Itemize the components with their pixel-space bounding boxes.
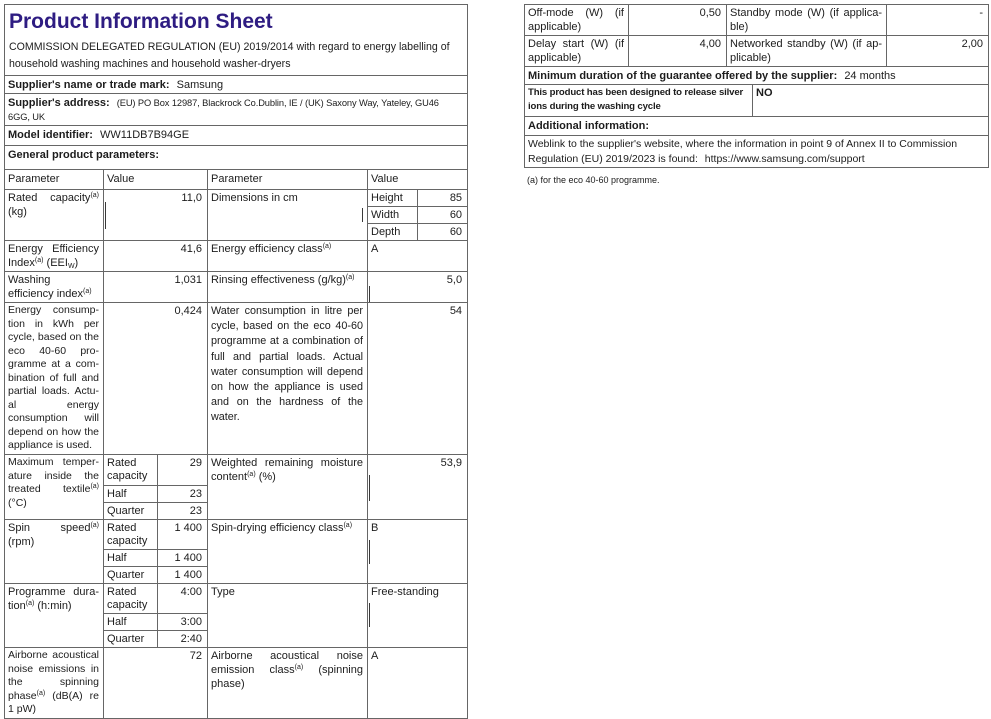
duration-rated-value: 4:00 [158,584,208,614]
dim-height-label: Height [368,190,418,207]
weblink-url: https://www.samsung.com/support [704,152,865,165]
value-noise-emissions: 72 [104,648,208,719]
weblink-label: Weblink to the supplier's website, where the information in point 9 of Annex II to Commission Regulation (EU) 2019/2023 is found: [528,138,958,165]
guarantee-value: 24 months [844,70,896,82]
row-energy-consumption [5,303,468,455]
supplier-name-label: Supplier's name or trade mark: [8,79,170,91]
param-washing-index: Washing efficiency index$^{(a)}$ [5,272,104,303]
row-guarantee [525,67,989,85]
spin-quarter-label: Quarter [104,567,158,584]
regulation-text: COMMISSION DELEGATED REGULATION (EU) 2019/2014 with regard to energy labelling of household washing machines and household washer-dryers [9,41,450,70]
weblink-cell [525,136,989,168]
max-temp-half-label: Half [104,486,158,503]
border-artifact [369,603,370,627]
row-spin-speed [5,520,468,550]
supplier-address-label: Supplier's address: [8,97,110,109]
title-cell [5,5,468,76]
row-eei [5,241,468,272]
param-moisture: Weighted remaining moisture content$^{(a)}$ (%) [208,455,368,520]
param-spin-speed: Spin speed$^{(a)}$ (rpm) [5,520,104,584]
value-eei: 41,6 [104,241,208,272]
value-rated-capacity: 11,0 [104,190,208,241]
value-washing-index: 1,031 [104,272,208,303]
param-rated-capacity: Rated capacity$^{(a)}$ (kg) [5,190,104,241]
header-parameter-1: Parameter [5,170,104,190]
spin-half-label: Half [104,550,158,567]
dim-width-label: Width [368,207,418,224]
spin-half-value: 1 400 [158,550,208,567]
duration-half-label: Half [104,614,158,631]
row-programme-duration [5,584,468,614]
supplier-name-value: Samsung [176,79,224,91]
border-artifact [369,475,370,501]
border-artifact [362,208,363,222]
param-max-temperature: Maximum temperature inside the treated textile$^{(a)}$ (°C) [5,455,104,520]
table-header-row [5,170,468,190]
border-artifact [105,202,106,229]
page-title: Product Information Sheet [9,10,273,33]
param-noise-emissions: Airborne acoustical noise emissions in the spinning phase$^{(a)}$ (dB(A) re 1 pW) [5,648,104,719]
row-noise [5,648,468,719]
value-rinsing: 5,0 [368,272,468,303]
silver-ions-label: This product has been designed to release silver ions during the washing cycle [525,85,753,117]
row-delay-start [525,36,989,67]
model-identifier-label: Model identifier: [8,129,93,141]
header-value-2: Value [368,170,468,190]
param-programme-duration: Programme duration$^{(a)}$ (h:min) [5,584,104,648]
value-type: Free-standing [368,584,468,648]
model-identifier-row [5,126,468,146]
border-artifact [369,286,370,302]
additional-info-label: Additional information: [525,117,989,136]
border-artifact [369,540,370,564]
dim-height-value: 85 [418,190,468,207]
max-temp-half-value: 23 [158,486,208,503]
power-modes-table [524,4,989,168]
general-params-label: General product parameters: [8,149,159,161]
dim-depth-value: 60 [418,224,468,241]
footnote-a: (a) for the eco 40-60 programme. [527,175,660,185]
dim-width-value: 60 [418,207,468,224]
max-temp-quarter-value: 23 [158,503,208,520]
general-parameters-table [4,4,468,719]
guarantee-label: Minimum duration of the guarantee offered by the supplier: [528,70,838,82]
row-off-mode [525,5,989,36]
value-off-mode: 0,50 [629,5,727,36]
value-moisture: 53,9 [368,455,468,520]
dim-depth-label: Depth [368,224,418,241]
value-spin-class: B [368,520,468,584]
param-dimensions: Dimensions in cm [208,190,368,241]
supplier-address-row [5,94,468,126]
value-noise-class: A [368,648,468,719]
duration-rated-label: Rated capacity [104,584,158,614]
left-panel [4,4,467,719]
param-eei: Energy Efficiency Index$^{(a)}$ $(EEI_W)$ [5,241,104,272]
duration-half-value: 3:00 [158,614,208,631]
param-water-consumption: Water consumption in litre per cycle, based on the eco 40-60 programme at a combination of full and partial loads. Actual water consumption will depend on how the appliance is used and on the hardness of the water. [208,303,368,455]
param-rinsing: Rinsing effectiveness $(g/kg)^{(a)}$ [208,272,368,303]
max-temp-rated-label: Rated capacity [104,455,158,486]
param-noise-class: Airborne acoustical noise emission class$^{(a)}$ (spinning phase) [208,648,368,719]
param-off-mode: Off-mode (W) (if applicable) [525,5,629,36]
spin-rated-value: 1 400 [158,520,208,550]
value-energy-consumption: 0,424 [104,303,208,455]
model-identifier-value: WW11DB7B94GE [100,129,190,141]
value-delay-start: 4,00 [629,36,727,67]
value-water-consumption: 54 [368,303,468,455]
general-params-heading-row [5,146,468,170]
value-energy-class: A [368,241,468,272]
value-networked-standby: 2,00 [887,36,989,67]
header-value-1: Value [104,170,208,190]
duration-quarter-label: Quarter [104,631,158,648]
supplier-name-row [5,76,468,94]
param-delay-start: Delay start (W) (if applicable) [525,36,629,67]
param-energy-consumption: Energy consumption in kWh per cycle, based on the eco 40-60 programme at a combination of full and partial loads. Actual energy consumption will depend on how the appliance is used. [5,303,104,455]
max-temp-rated-value: 29 [158,455,208,486]
param-spin-class: Spin-drying efficiency class$^{(a)}$ [208,520,368,584]
param-energy-class: Energy efficiency class$^{(a)}$ [208,241,368,272]
row-weblink [525,136,989,168]
row-max-temperature [5,455,468,486]
spin-rated-label: Rated capacity [104,520,158,550]
header-parameter-2: Parameter [208,170,368,190]
row-washing-index [5,272,468,303]
right-panel [524,4,988,186]
param-type: Type [208,584,368,648]
row-rated-capacity [5,190,468,207]
value-standby: - [887,5,989,36]
row-additional-info [525,117,989,136]
max-temp-quarter-label: Quarter [104,503,158,520]
spin-quarter-value: 1 400 [158,567,208,584]
param-standby: Standby mode (W) (if applicable) [727,5,887,36]
supplier-address-value: (EU) PO Box 12987, Blackrock Co.Dublin, IE / (UK) Saxony Way, Yateley, GU46 6GG, UK [8,98,439,122]
param-networked-standby: Networked standby (W) (if applicable) [727,36,887,67]
row-silver-ions [525,85,989,117]
duration-quarter-value: 2:40 [158,631,208,648]
silver-ions-value: NO [753,85,989,117]
guarantee-cell [525,67,989,85]
